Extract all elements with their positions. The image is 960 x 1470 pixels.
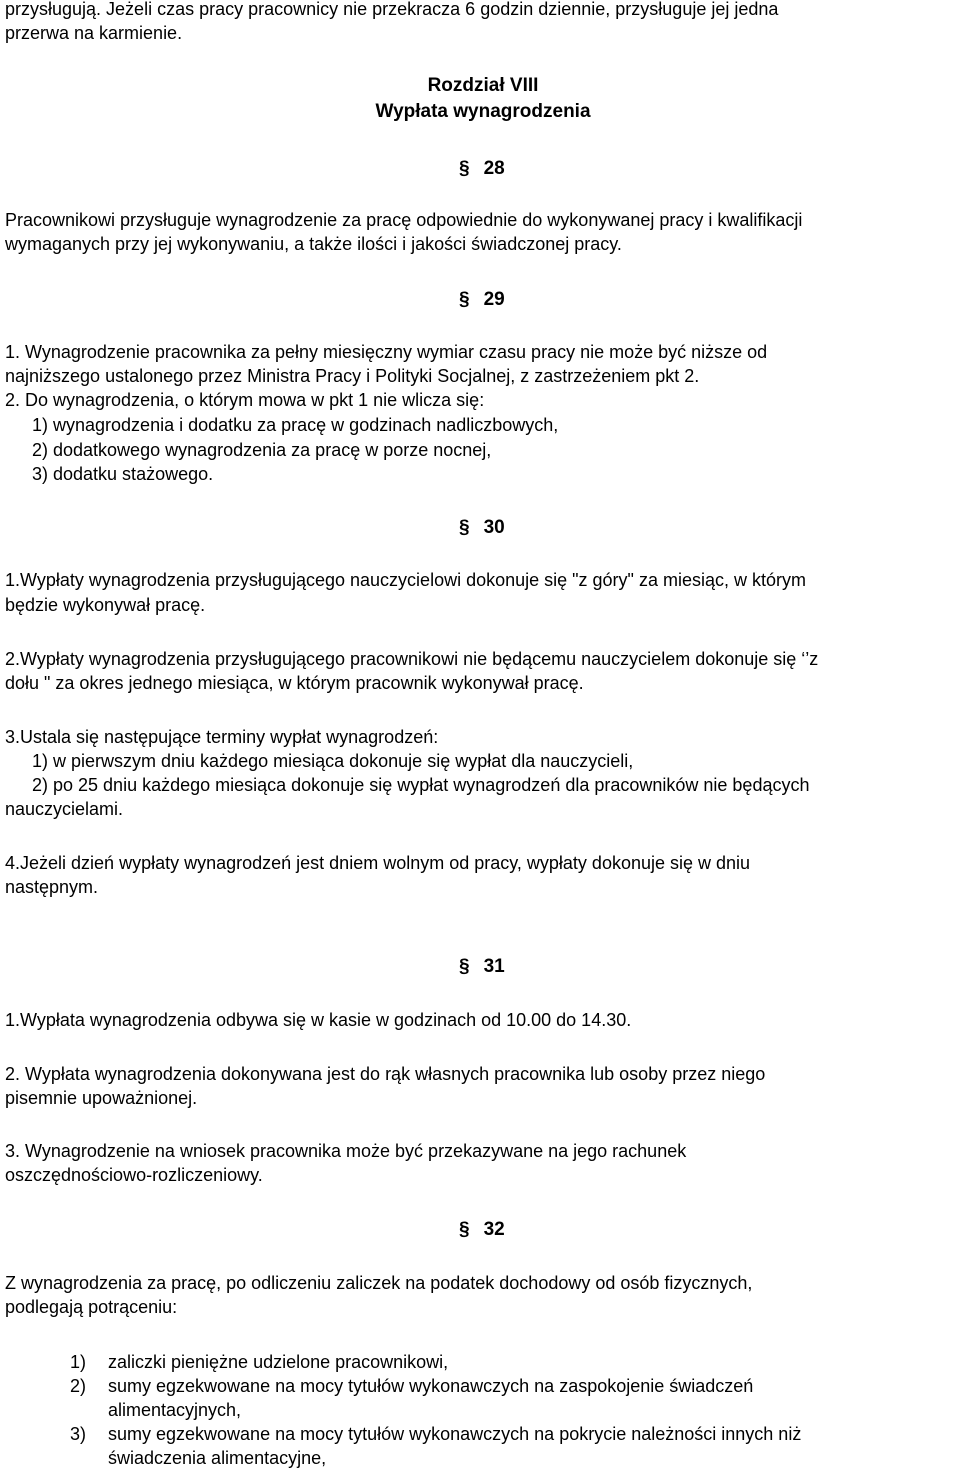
intro-line-1: przysługują. Jeżeli czas pracy pracownicy nie przekracza 6 godzin dziennie, przysługuje jej jedna	[5, 0, 779, 19]
section-heading-31	[459, 955, 505, 979]
section-number: 29	[483, 289, 505, 310]
chapter-title: Wypłata wynagrodzenia	[375, 101, 591, 122]
section-symbol: §	[459, 1219, 470, 1240]
section-number: 31	[483, 956, 505, 977]
s32-item-number: 3)	[70, 1424, 87, 1444]
s31-p2-line-1: 2. Wypłata wynagrodzenia dokonywana jest do rąk własnych pracownika lub osoby przez niego	[5, 1064, 766, 1084]
s32-item-text: sumy egzekwowane na mocy tytułów wykonawczych na pokrycie należności innych niż	[108, 1424, 802, 1444]
s28-line-1: Pracownikowi przysługuje wynagrodzenie za pracę odpowiednie do wykonywanej pracy i kwalifikacji	[5, 210, 803, 230]
section-symbol: §	[459, 289, 470, 310]
s30-p4-line-2: następnym.	[5, 877, 99, 897]
s29-list-item: 3) dodatku stażowego.	[32, 464, 214, 484]
s30-p3-item-2-cont: nauczycielami.	[5, 799, 124, 819]
section-symbol: §	[459, 517, 470, 538]
s30-p2-line-1: 2.Wypłaty wynagrodzenia przysługującego pracownikowi nie będącemu nauczycielem dokonuje się ‘’z	[5, 649, 819, 669]
section-heading-32	[459, 1218, 505, 1242]
s32-item-number: 2)	[70, 1376, 87, 1396]
s29-list-item: 1) wynagrodzenia i dodatku za pracę w godzinach nadliczbowych,	[32, 415, 559, 435]
s32-item-number: 1)	[70, 1352, 87, 1372]
s31-p1: 1.Wypłata wynagrodzenia odbywa się w kasie w godzinach od 10.00 do 14.30.	[5, 1010, 632, 1030]
s30-p2-line-2: dołu " za okres jednego miesiąca, w którym pracownik wykonywał pracę.	[5, 673, 584, 693]
s30-p1-line-2: będzie wykonywał pracę.	[5, 595, 206, 615]
s31-p3-line-2: oszczędnościowo-rozliczeniowy.	[5, 1165, 263, 1185]
section-number: 30	[483, 517, 505, 538]
s32-intro-line-1: Z wynagrodzenia za pracę, po odliczeniu zaliczek na podatek dochodowy od osób fizycznych,	[5, 1273, 753, 1293]
s32-item-text-cont: świadczenia alimentacyjne,	[108, 1448, 327, 1468]
s30-p3-item-1: 1) w pierwszym dniu każdego miesiąca dokonuje się wypłat dla nauczycieli,	[32, 751, 634, 771]
s29-list-item: 2) dodatkowego wynagrodzenia za pracę w porze nocnej,	[32, 440, 492, 460]
section-heading-29	[459, 288, 505, 312]
section-heading-28	[459, 157, 505, 181]
section-number: 28	[483, 158, 505, 179]
s32-item-text: sumy egzekwowane na mocy tytułów wykonawczych na zaspokojenie świadczeń	[108, 1376, 754, 1396]
s29-p2-line-1: 2. Do wynagrodzenia, o którym mowa w pkt 1 nie wlicza się:	[5, 390, 485, 410]
s32-item-text-cont: alimentacyjnych,	[108, 1400, 242, 1420]
s30-p4-line-1: 4.Jeżeli dzień wypłaty wynagrodzeń jest dniem wolnym od pracy, wypłaty dokonuje się w dniu	[5, 853, 751, 873]
s30-p3-line-1: 3.Ustala się następujące terminy wypłat wynagrodzeń:	[5, 727, 439, 747]
s30-p3-item-2: 2) po 25 dniu każdego miesiąca dokonuje się wypłat wynagrodzeń dla pracowników nie będących	[32, 775, 810, 795]
s31-p2-line-2: pisemnie upoważnionej.	[5, 1088, 198, 1108]
section-heading-30	[459, 516, 505, 540]
section-number: 32	[483, 1219, 505, 1240]
s32-item-text: zaliczki pieniężne udzielone pracownikowi,	[108, 1352, 449, 1372]
s31-p3-line-1: 3. Wynagrodzenie na wniosek pracownika może być przekazywane na jego rachunek	[5, 1141, 687, 1161]
s29-p1-line-2: najniższego ustalonego przez Ministra Pracy i Polityki Socjalnej, z zastrzeżeniem pkt 2.	[5, 366, 700, 386]
s28-line-2: wymaganych przy jej wykonywaniu, a także ilości i jakości świadczonej pracy.	[5, 234, 622, 254]
s30-p1-line-1: 1.Wypłaty wynagrodzenia przysługującego nauczycielowi dokonuje się "z góry" za miesiąc, w którym	[5, 570, 806, 590]
intro-line-2: przerwa na karmienie.	[5, 23, 183, 43]
section-symbol: §	[459, 158, 470, 179]
chapter-number: Rozdział VIII	[427, 75, 539, 96]
s32-intro-line-2: podlegają potrąceniu:	[5, 1297, 178, 1317]
s29-p1-line-1: 1. Wynagrodzenie pracownika za pełny miesięczny wymiar czasu pracy nie może być niższe od	[5, 342, 768, 362]
section-symbol: §	[459, 956, 470, 977]
